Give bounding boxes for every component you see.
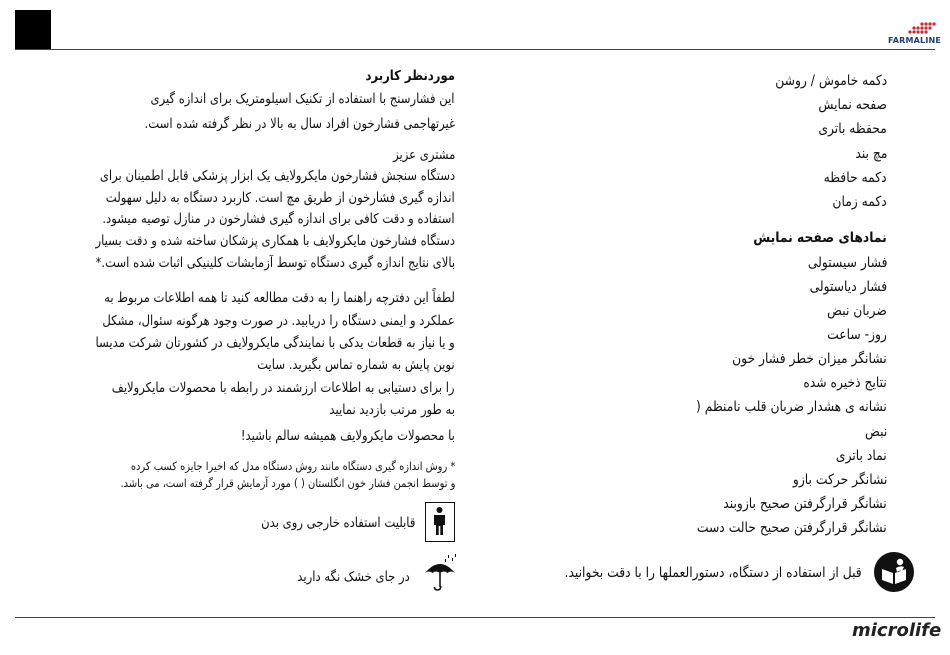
intended-use-heading: موردنظر کاربرد	[365, 68, 455, 84]
display-symbol-item: فشار دیاستولی	[809, 279, 887, 295]
display-symbol-item: نتایج ذخیره شده	[803, 375, 887, 391]
instructions-line: لطفاً این دفترچه راهنما را به دقت مطالعه کنید تا همه اطلاعات مربوط به	[104, 290, 455, 306]
instructions-line: و یا نیاز به قطعات یدکی با نمایندگی مایکرولایف در کشورتان شرکت مدیسا	[95, 335, 455, 351]
customer-line: بالای نتایج اندازه گیری دستگاه توسط آزمایشات کلینیکی اثبات شده است.*	[95, 255, 455, 271]
footer-divider	[15, 617, 935, 618]
display-symbol-item: نشانه ی هشدار ضربان قلب نامنظم (	[696, 399, 887, 415]
display-symbol-item: فشار سیستولی	[807, 255, 887, 271]
display-symbol-item: نشانگر میزان خطر فشار خون	[732, 351, 887, 367]
customer-line: دستگاه سنجش فشارخون مایکرولایف یک ابزار پزشکی قابل اطمینان برای	[99, 168, 455, 184]
read-manual-icon	[873, 551, 915, 593]
instructions-line: را برای دستیابی به اطلاعات ارزشمند در رابطه با محصولات مایکرولایف	[112, 380, 455, 396]
umbrella-icon	[422, 553, 458, 593]
display-symbol-item: نشانگر حرکت بازو	[792, 472, 887, 488]
instructions-line: به طور مرتب بازدید نمایید	[329, 402, 455, 418]
instructions-line: نوین پایش به شماره تماس بگیرید. سایت	[257, 357, 455, 373]
farmaline-logo	[888, 22, 940, 48]
device-part-item: دکمه خاموش / روشن	[775, 73, 887, 89]
device-part-item: دکمه حافظه	[824, 170, 887, 186]
microlife-logo: microlife	[852, 620, 942, 641]
customer-greeting: مشتری عزیز	[392, 147, 455, 163]
footnote-line: * روش اندازه گیری دستگاه مانند روش دستگاه مدل که اخیرا جایزه کسب کرده	[130, 459, 455, 473]
applied-part-label: قابلیت استفاده خارجی روی بدن	[260, 515, 415, 531]
customer-line: اندازه گیری فشارخون از طریق مچ است. کاربرد دستگاه به دلیل سهولت	[106, 190, 455, 206]
applied-part-icon	[425, 502, 455, 542]
page-corner-block	[15, 10, 51, 50]
footnote-line: و توسط انجمن فشار خون انگلستان ( ) مورد آزمایش قرار گرفته است، می باشد.	[120, 476, 455, 490]
display-symbol-item: نشانگر قرارگرفتن صحیح حالت دست	[697, 520, 887, 536]
logo-dots-icon	[906, 22, 936, 36]
device-part-item: محفظه باتری	[818, 121, 887, 137]
device-part-item: صفحه نمایش	[818, 97, 887, 113]
intended-use-line: این فشارسنج با استفاده از تکنیک اسیلومتریک برای اندازه گیری	[150, 91, 455, 107]
display-symbol-item: نشانگر قرارگرفتن صحیح بازوبند	[723, 496, 887, 512]
read-manual-label: قبل از استفاده از دستگاه، دستورالعملها را با دقت بخوانید.	[564, 565, 862, 581]
customer-line: استفاده و دقت کافی برای اندازه گیری فشارخون در منازل توصیه میشود.	[102, 211, 455, 227]
display-symbol-item: نبض	[864, 424, 887, 440]
device-part-item: دکمه زمان	[832, 194, 887, 210]
instructions-closing: با محصولات مایکرولایف همیشه سالم باشید!	[240, 428, 455, 444]
instructions-line: عملکرد و ایمنی دستگاه را دریابید. در صورت وجود هرگونه سئوال، مشکل	[102, 313, 455, 329]
customer-line: دستگاه فشارخون مایکرولایف با همکاری پزشکان ساخته شده و دقت بسیار	[95, 233, 455, 249]
device-part-item: مچ بند	[854, 146, 887, 162]
header-divider	[15, 49, 935, 50]
intended-use-line: غیرتهاجمی فشارخون افراد سال به بالا در نظر گرفته شده است.	[144, 116, 455, 132]
keep-dry-label: در جای خشک نگه دارید	[297, 569, 410, 585]
display-symbol-item: روز- ساعت	[827, 327, 887, 343]
display-symbol-item: ضربان نبض	[827, 303, 887, 319]
display-symbol-item: نماد باتری	[836, 448, 887, 464]
brand-name: FARMALINE	[888, 36, 942, 45]
display-symbols-heading: نمادهای صفحه نمایش	[753, 230, 887, 246]
